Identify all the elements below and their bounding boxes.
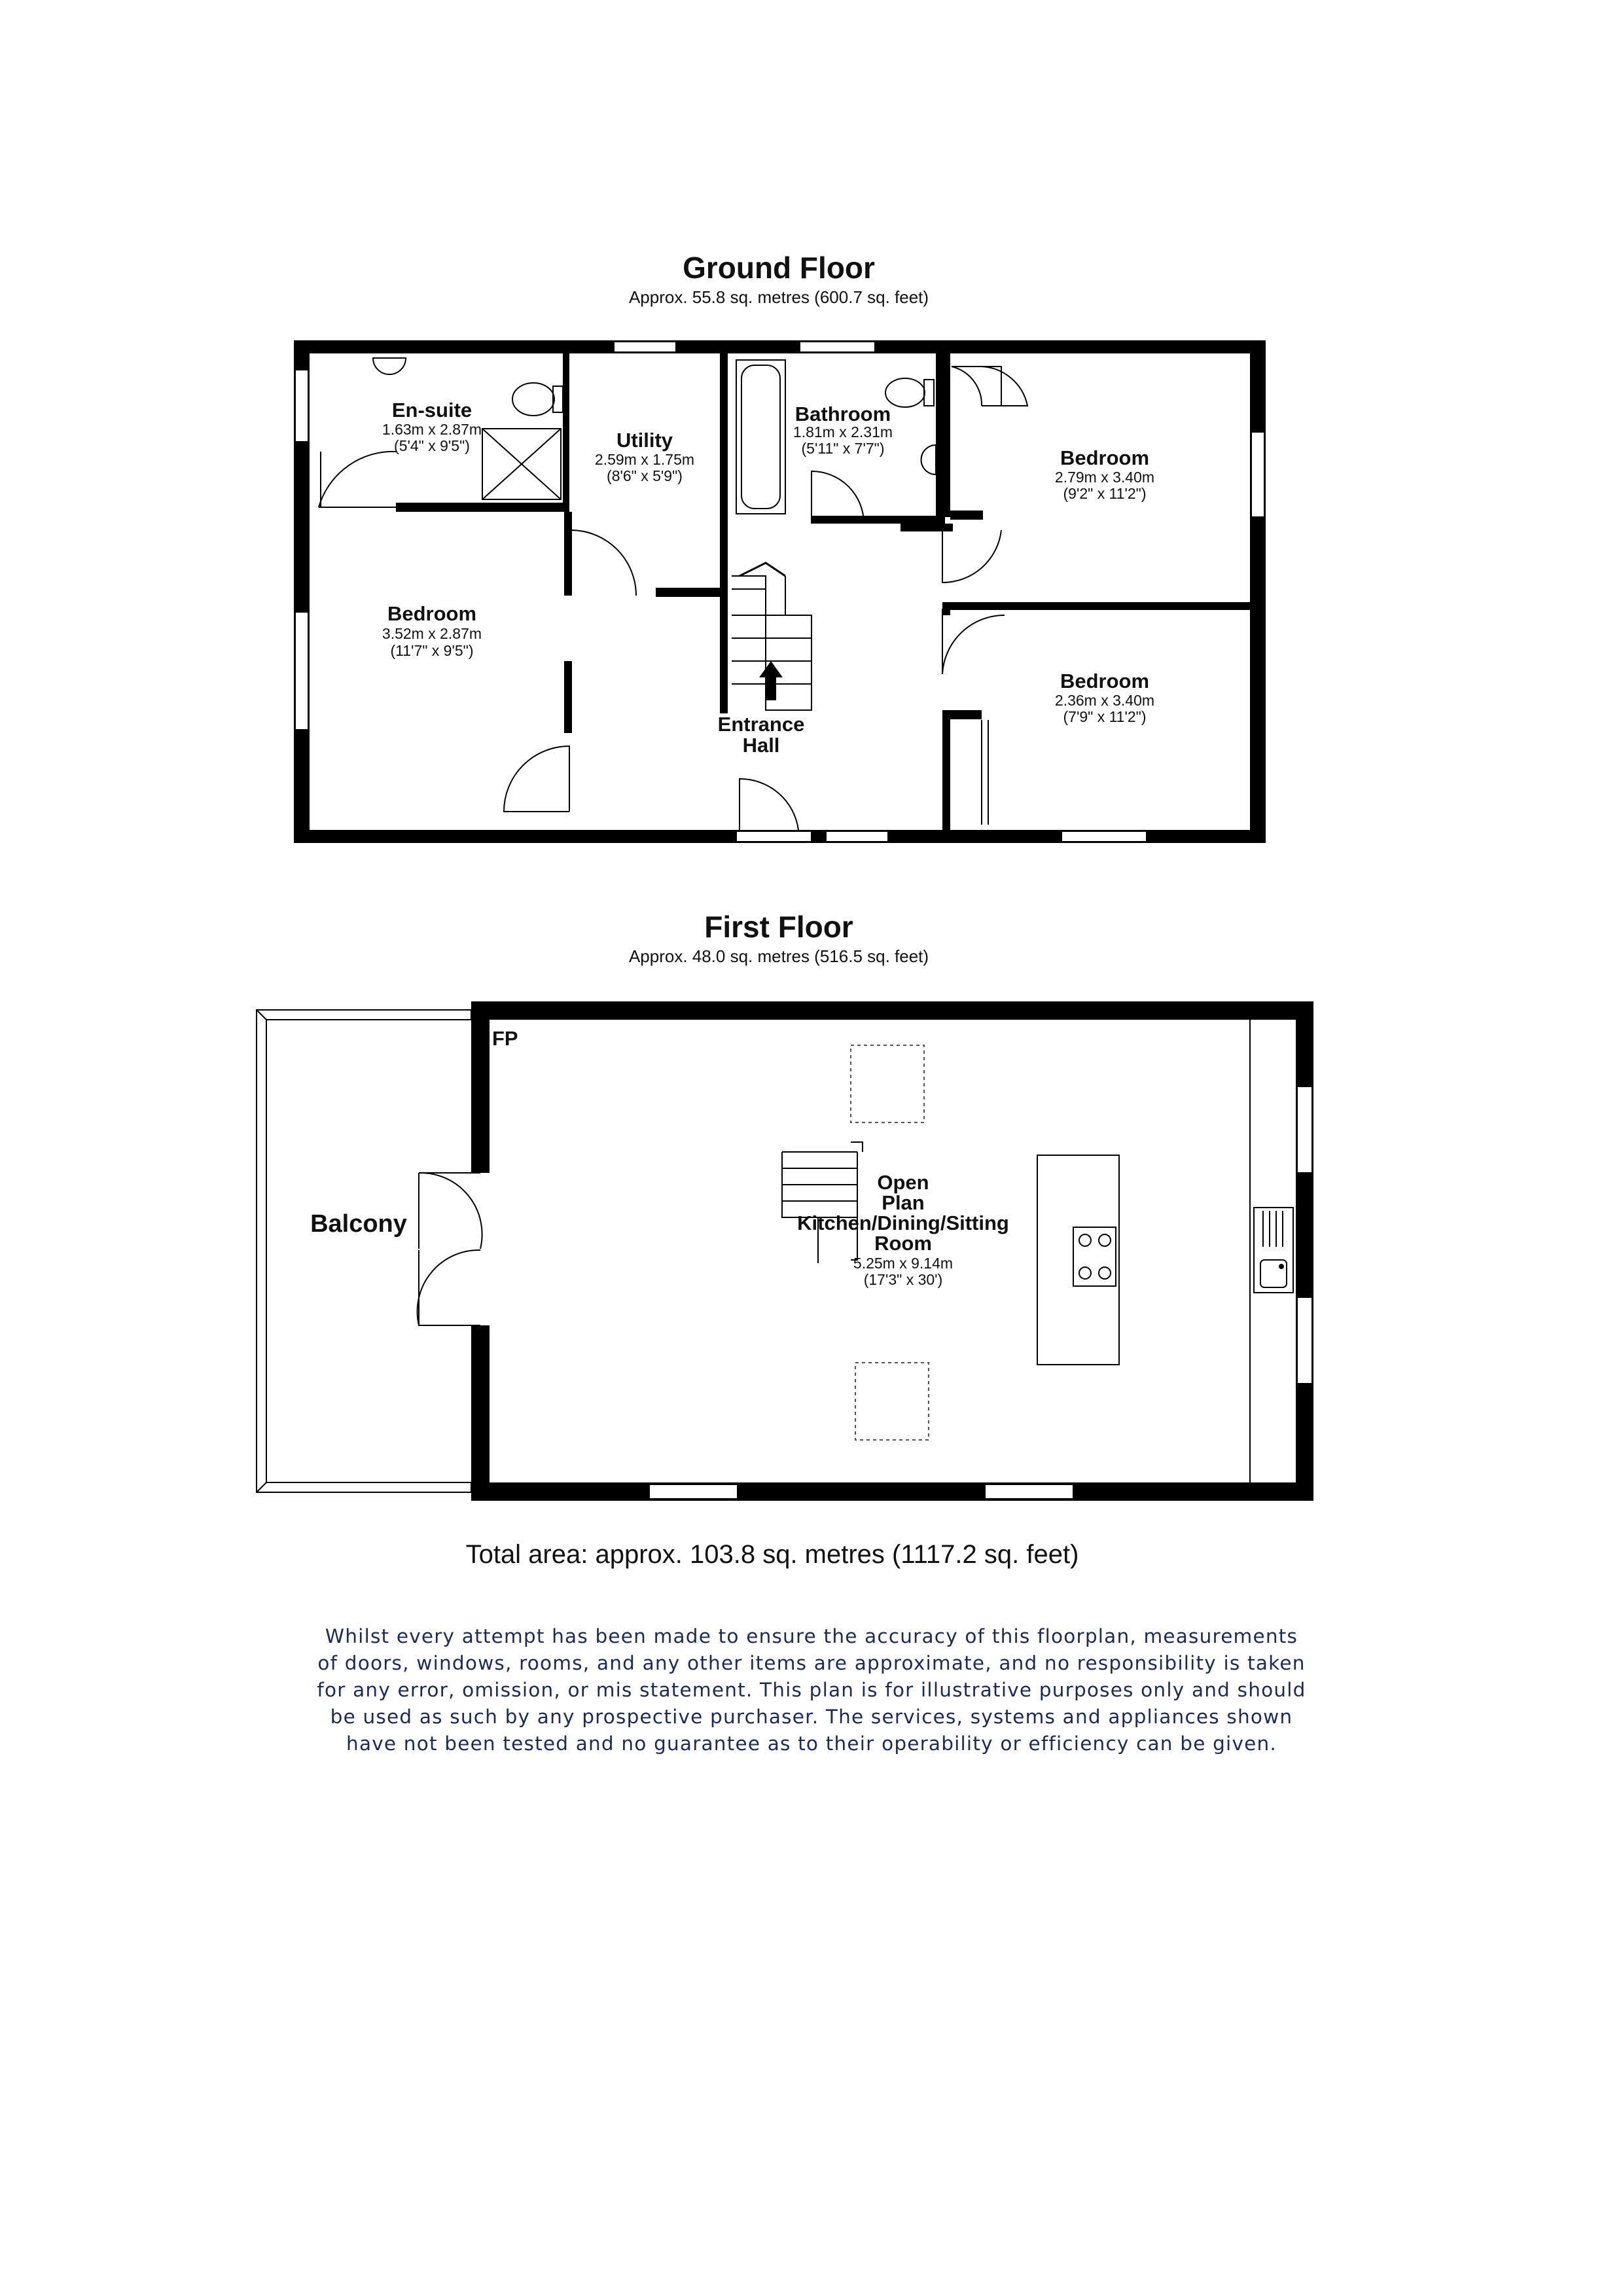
room-bedroom-w-imperial: (11'7" x 9'5") <box>390 642 474 659</box>
open-plan-name-line4: Room <box>874 1232 932 1255</box>
disclaimer-line: have not been tested and no guarantee as to their operability or efficiency can be given. <box>346 1732 1277 1755</box>
disclaimer-line: of doors, windows, rooms, and any other items are approximate, and no responsibility is taken <box>317 1652 1306 1674</box>
open-plan-name-line3: Kitchen/Dining/Sitting <box>797 1211 1009 1234</box>
first-floor-area: Approx. 48.0 sq. metres (516.5 sq. feet) <box>628 946 929 966</box>
total-area: Total area: approx. 103.8 sq. metres (1117.2 sq. feet) <box>465 1540 1079 1569</box>
ground-floor-labels <box>382 399 1154 757</box>
open-plan-imperial: (17'3" x 30') <box>863 1271 943 1288</box>
first-floor-title: First Floor <box>704 910 853 944</box>
room-bathroom-imperial: (5'11" x 7'7") <box>801 440 885 457</box>
room-ensuite-imperial: (5'4" x 9'5") <box>394 437 470 454</box>
open-plan-name-line2: Plan <box>882 1191 925 1214</box>
room-bedroom-w-name: Bedroom <box>387 602 477 625</box>
room-hall-name-line1: Entrance <box>717 713 805 736</box>
disclaimer-line: Whilst every attempt has been made to ensure the accuracy of this floorplan, measurements <box>325 1625 1298 1647</box>
room-ensuite-name: En-suite <box>391 399 473 422</box>
room-ensuite-metric: 1.63m x 2.87m <box>382 421 482 438</box>
room-utility-metric: 2.59m x 1.75m <box>594 451 695 468</box>
first-floor-fittings <box>418 1020 1293 1482</box>
fireplace-label: FP <box>492 1027 518 1050</box>
room-utility-name: Utility <box>616 429 673 452</box>
room-bedroom-w-metric: 3.52m x 2.87m <box>382 625 482 642</box>
open-plan-name-line1: Open <box>877 1171 929 1194</box>
open-plan-metric: 5.25m x 9.14m <box>853 1255 954 1272</box>
disclaimer <box>317 1625 1306 1755</box>
room-hall-name-line2: Hall <box>742 734 780 757</box>
ground-floor-title: Ground Floor <box>683 251 875 285</box>
ground-floor-area: Approx. 55.8 sq. metres (600.7 sq. feet) <box>628 287 929 307</box>
first-floor-windows <box>649 1086 1312 1499</box>
room-bedroom-se-metric: 2.36m x 3.40m <box>1054 692 1155 709</box>
room-bedroom-ne-imperial: (9'2" x 11'2") <box>1063 485 1147 502</box>
room-bedroom-ne-metric: 2.79m x 3.40m <box>1054 469 1155 486</box>
disclaimer-line: be used as such by any prospective purchaser. The services, systems and appliances shown <box>330 1706 1293 1728</box>
room-bedroom-ne-name: Bedroom <box>1060 446 1150 469</box>
first-floor <box>257 910 1313 1501</box>
ground-floor <box>294 251 1266 843</box>
stair-direction-arrow-icon <box>759 661 783 700</box>
first-floor-labels <box>310 1027 1009 1288</box>
balcony <box>257 1010 471 1492</box>
room-bedroom-se-name: Bedroom <box>1060 670 1150 692</box>
room-bathroom-metric: 1.81m x 2.31m <box>793 423 893 440</box>
room-bathroom-name: Bathroom <box>794 403 891 425</box>
room-bedroom-se-imperial: (7'9" x 11'2") <box>1063 708 1147 725</box>
disclaimer-line: for any error, omission, or mis statement. This plan is for illustrative purposes only and should <box>317 1679 1306 1701</box>
room-utility-imperial: (8'6" x 5'9") <box>607 467 683 484</box>
balcony-label: Balcony <box>310 1210 407 1238</box>
